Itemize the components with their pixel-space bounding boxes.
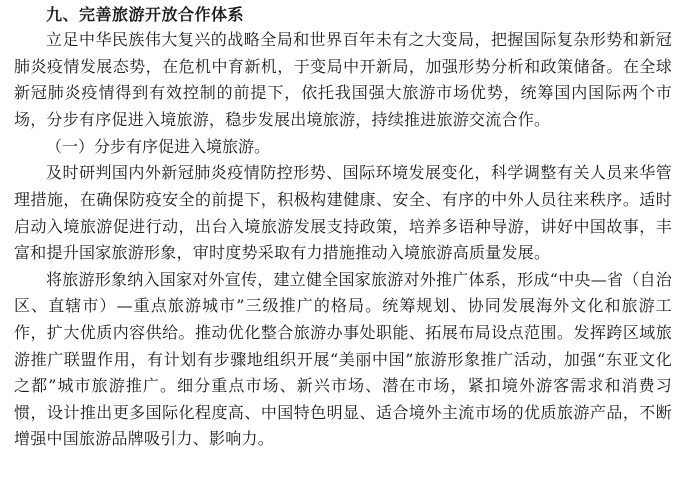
paragraph-tourism-promotion: 将旅游形象纳入国家对外宣传，建立健全国家旅游对外推广体系，形成“中央—省（自治区、直辖市）—重点旅游城市”三级推广的格局。统筹规划、协同发展海外文化和旅游工作，扩大优质内容供给。推动优化整合旅游办事处职能、拓展布局设点范围。发挥跨区域旅游推广联盟作用，有计划有步骤地组织开展“美丽中国”旅游形象推广活动，加强“东亚文化之都”城市旅游推广。细分重点市场、新兴市场、潜在市场，紧扣境外游客需求和消费习惯，设计推出更多国际化程度高、中国特色明显、适合境外主流市场的优质旅游产品，不断增强中国旅游品牌吸引力、影响力。 — [14, 269, 672, 449]
paragraph-inbound-tourism-measures: 及时研判国内外新冠肺炎疫情防控形势、国际环境发展变化，科学调整有关人员来华管理措施，在确保防疫安全的前提下，积极构建健康、安全、有序的中外人员往来秩序。适时启动入境旅游促进行动，出台入境旅游发展支持政策，培养多语种导游，讲好中国故事，丰富和提升国家旅游形象，审时度势采取有力措施推动入境旅游高质量发展。 — [14, 163, 672, 263]
subsection-heading: （一）分步有序促进入境旅游。 — [46, 137, 271, 157]
section-heading: 九、完善旅游开放合作体系 — [46, 5, 245, 24]
paragraph-intro: 立足中华民族伟大复兴的战略全局和世界百年未有之大变局，把握国际复杂形势和新冠肺炎疫情发展态势，在危机中育新机，于变局中开新局，加强形势分析和政策储备。在全球新冠肺炎疫情得到有效控制的前提下，依托我国强大旅游市场优势，统筹国内国际两个市场，分步有序促进入境旅游，稳步发展出境旅游，持续推进旅游交流合作。 — [14, 30, 672, 129]
